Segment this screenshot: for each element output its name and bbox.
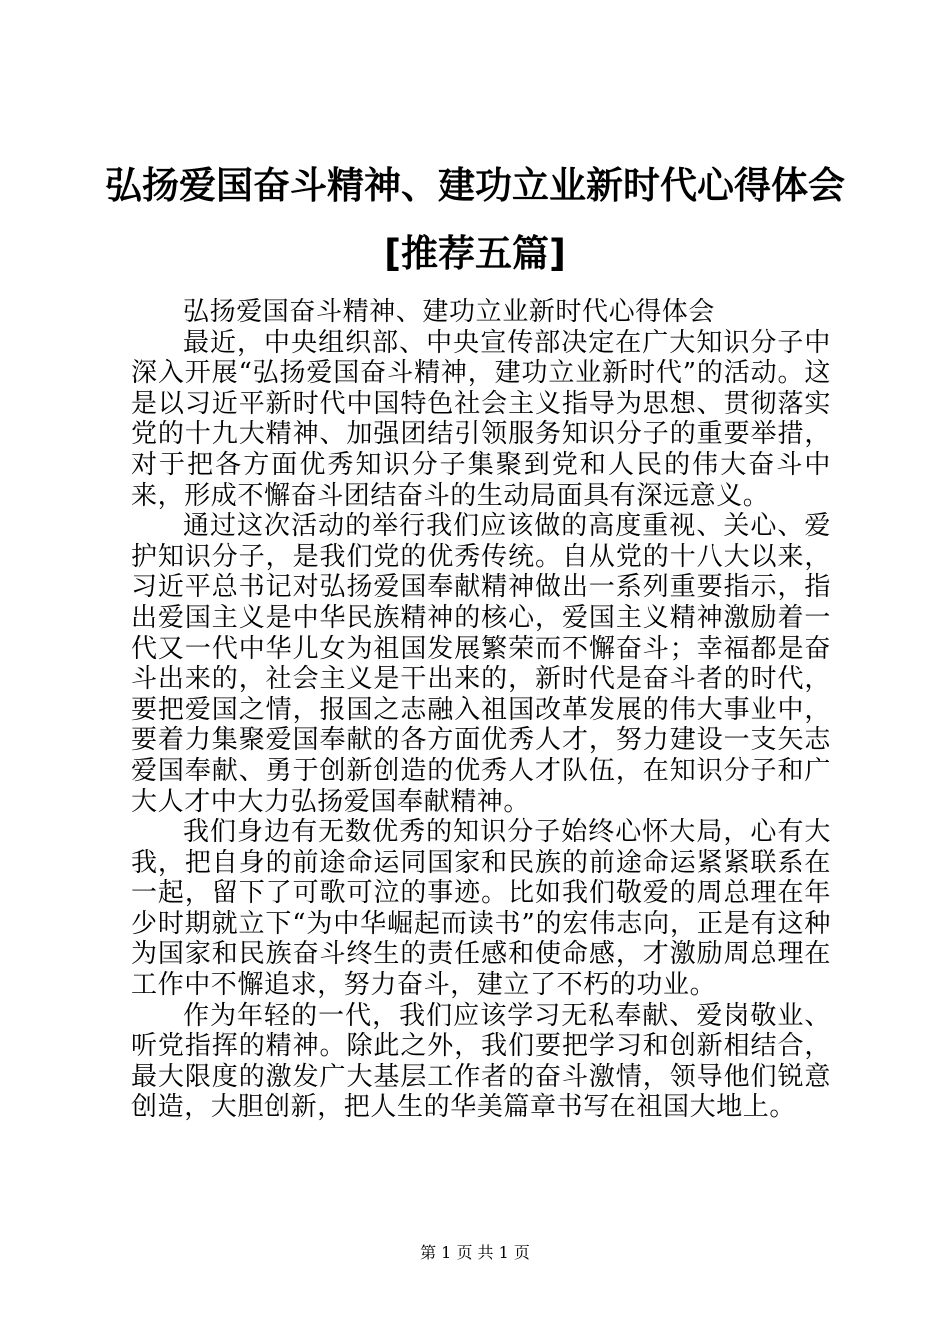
paragraph-4: 作为年轻的一代，我们应该学习无私奉献、爱岗敬业、听党指挥的精神。除此之外，我们要把学习和创新相结合，最大限度的激发广大基层工作者的奋斗激情，领导他们锐意创造，大胆创新，把人生的华美篇章书写在祖国大地上。 bbox=[131, 1000, 831, 1123]
section-subtitle: 弘扬爱国奋斗精神、建功立业新时代心得体会 bbox=[183, 297, 716, 327]
page-title bbox=[0, 152, 950, 288]
page-footer bbox=[0, 1243, 950, 1263]
paragraph-2: 通过这次活动的举行我们应该做的高度重视、关心、爱护知识分子，是我们党的优秀传统。自从党的十八大以来，习近平总书记对弘扬爱国奉献精神做出一系列重要指示，指出爱国主义是中华民族精神的核心，爱国主义精神激励着一代又一代中华儿女为祖国发展繁荣而不懈奋斗；幸福都是奋斗出来的，社会主义是干出来的，新时代是奋斗者的时代，要把爱国之情，报国之志融入祖国改革发展的伟大事业中，要着力集聚爱国奉献的各方面优秀人才，努力建设一支矢志爱国奉献、勇于创新创造的优秀人才队伍，在知识分子和广大人才中大力弘扬爱国奉献精神。 bbox=[131, 511, 831, 817]
paragraph-1: 最近，中央组织部、中央宣传部决定在广大知识分子中深入开展“弘扬爱国奋斗精神，建功立业新时代”的活动。这是以习近平新时代中国特色社会主义指导为思想、贯彻落实党的十九大精神、加强团结引领服务知识分子的重要举措，对于把各方面优秀知识分子集聚到党和人民的伟大奋斗中来，形成不懈奋斗团结奋斗的生动局面具有深远意义。 bbox=[131, 327, 831, 511]
page-number: 第 1 页 共 1 页 bbox=[420, 1243, 530, 1262]
document-body bbox=[131, 297, 831, 1123]
paragraph-3: 我们身边有无数优秀的知识分子始终心怀大局，心有大我，把自身的前途命运同国家和民族的前途命运紧紧联系在一起，留下了可歌可泣的事迹。比如我们敬爱的周总理在年少时期就立下“为中华崛起而读书”的宏伟志向，正是有这种为国家和民族奋斗终生的责任感和使命感，才激励周总理在工作中不懈追求，努力奋斗，建立了不朽的功业。 bbox=[131, 817, 831, 1001]
title-line-1: 弘扬爱国奋斗精神、建功立业新时代心得体会 bbox=[105, 164, 845, 207]
title-line-2: [推荐五篇] bbox=[384, 232, 566, 275]
